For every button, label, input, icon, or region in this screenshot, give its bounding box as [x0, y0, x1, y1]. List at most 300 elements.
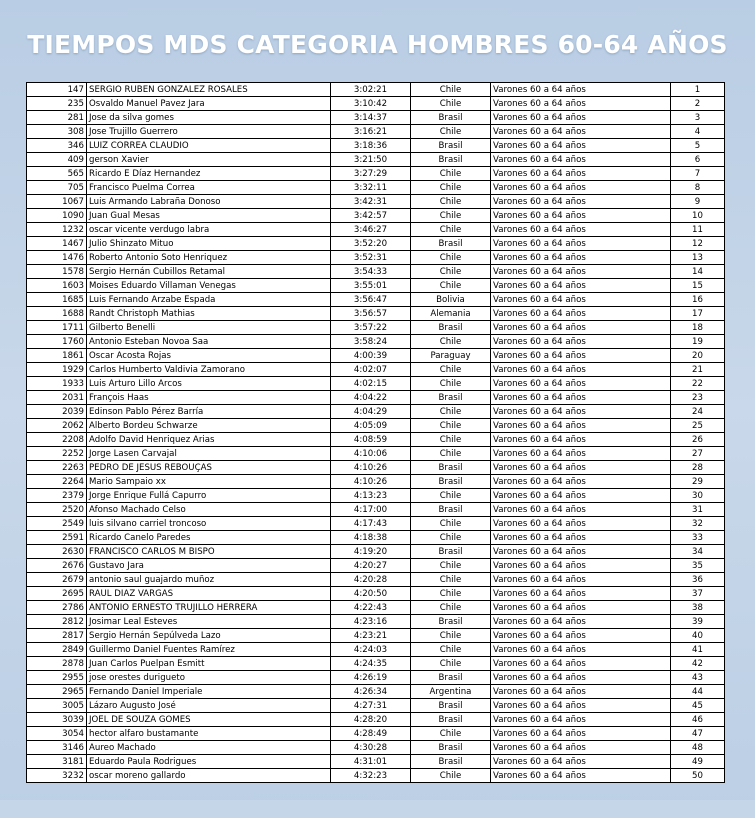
bib-cell: 2039 — [27, 405, 87, 419]
time-cell: 4:24:35 — [331, 657, 411, 671]
country-cell: Bolivia — [411, 293, 491, 307]
category-cell: Varones 60 a 64 años — [491, 363, 671, 377]
category-cell: Varones 60 a 64 años — [491, 741, 671, 755]
position-cell: 27 — [671, 447, 725, 461]
name-cell: Jorge Lasen Carvajal — [87, 447, 331, 461]
category-cell: Varones 60 a 64 años — [491, 545, 671, 559]
country-cell: Argentina — [411, 685, 491, 699]
position-cell: 26 — [671, 433, 725, 447]
name-cell: Guillermo Daniel Fuentes Ramírez — [87, 643, 331, 657]
position-cell: 15 — [671, 279, 725, 293]
country-cell: Brasil — [411, 503, 491, 517]
position-cell: 7 — [671, 167, 725, 181]
category-cell: Varones 60 a 64 años — [491, 125, 671, 139]
category-cell: Varones 60 a 64 años — [491, 209, 671, 223]
name-cell: Luis Armando Labraña Donoso — [87, 195, 331, 209]
name-cell: oscar vicente verdugo labra — [87, 223, 331, 237]
category-cell: Varones 60 a 64 años — [491, 181, 671, 195]
table-row — [27, 237, 725, 251]
table-row — [27, 321, 725, 335]
position-cell: 4 — [671, 125, 725, 139]
time-cell: 3:10:42 — [331, 97, 411, 111]
position-cell: 19 — [671, 335, 725, 349]
bib-cell: 3146 — [27, 741, 87, 755]
country-cell: Brasil — [411, 237, 491, 251]
category-cell: Varones 60 a 64 años — [491, 685, 671, 699]
bib-cell: 2786 — [27, 601, 87, 615]
name-cell: Eduardo Paula Rodrigues — [87, 755, 331, 769]
country-cell: Chile — [411, 195, 491, 209]
category-cell: Varones 60 a 64 años — [491, 573, 671, 587]
country-cell: Brasil — [411, 111, 491, 125]
position-cell: 3 — [671, 111, 725, 125]
category-cell: Varones 60 a 64 años — [491, 643, 671, 657]
name-cell: oscar moreno gallardo — [87, 769, 331, 783]
bib-cell: 1861 — [27, 349, 87, 363]
page-title: TIEMPOS MDS CATEGORIA HOMBRES 60-64 AÑOS — [27, 30, 728, 59]
category-cell: Varones 60 a 64 años — [491, 223, 671, 237]
name-cell: Fernando Daniel Imperiale — [87, 685, 331, 699]
country-cell: Chile — [411, 727, 491, 741]
category-cell: Varones 60 a 64 años — [491, 321, 671, 335]
position-cell: 24 — [671, 405, 725, 419]
position-cell: 47 — [671, 727, 725, 741]
category-cell: Varones 60 a 64 años — [491, 307, 671, 321]
bib-cell: 2031 — [27, 391, 87, 405]
results-table — [26, 82, 725, 783]
category-cell: Varones 60 a 64 años — [491, 377, 671, 391]
bib-cell: 1476 — [27, 251, 87, 265]
country-cell: Chile — [411, 335, 491, 349]
position-cell: 36 — [671, 573, 725, 587]
position-cell: 21 — [671, 363, 725, 377]
country-cell: Brasil — [411, 321, 491, 335]
category-cell: Varones 60 a 64 años — [491, 713, 671, 727]
bib-cell: 1933 — [27, 377, 87, 391]
category-cell: Varones 60 a 64 años — [491, 489, 671, 503]
name-cell: Adolfo David Henriquez Arias — [87, 433, 331, 447]
position-cell: 40 — [671, 629, 725, 643]
category-cell: Varones 60 a 64 años — [491, 405, 671, 419]
category-cell: Varones 60 a 64 años — [491, 83, 671, 97]
bib-cell: 2812 — [27, 615, 87, 629]
time-cell: 3:52:20 — [331, 237, 411, 251]
position-cell: 48 — [671, 741, 725, 755]
country-cell: Chile — [411, 629, 491, 643]
country-cell: Brasil — [411, 713, 491, 727]
country-cell: Chile — [411, 419, 491, 433]
country-cell: Brasil — [411, 671, 491, 685]
category-cell: Varones 60 a 64 años — [491, 727, 671, 741]
time-cell: 3:21:50 — [331, 153, 411, 167]
table-row — [27, 139, 725, 153]
table-row — [27, 181, 725, 195]
bib-cell: 1711 — [27, 321, 87, 335]
name-cell: Ricardo Canelo Paredes — [87, 531, 331, 545]
time-cell: 3:52:31 — [331, 251, 411, 265]
country-cell: Brasil — [411, 461, 491, 475]
category-cell: Varones 60 a 64 años — [491, 139, 671, 153]
country-cell: Chile — [411, 643, 491, 657]
country-cell: Chile — [411, 769, 491, 783]
bib-cell: 2252 — [27, 447, 87, 461]
time-cell: 3:02:21 — [331, 83, 411, 97]
bottom-strip — [0, 800, 755, 818]
time-cell: 4:17:00 — [331, 503, 411, 517]
country-cell: Brasil — [411, 545, 491, 559]
position-cell: 41 — [671, 643, 725, 657]
bib-cell: 2520 — [27, 503, 87, 517]
position-cell: 37 — [671, 587, 725, 601]
time-cell: 4:10:26 — [331, 475, 411, 489]
table-row — [27, 391, 725, 405]
position-cell: 17 — [671, 307, 725, 321]
name-cell: François Haas — [87, 391, 331, 405]
bib-cell: 1067 — [27, 195, 87, 209]
name-cell: Oscar Acosta Rojas — [87, 349, 331, 363]
time-cell: 4:32:23 — [331, 769, 411, 783]
table-row — [27, 559, 725, 573]
name-cell: antonio saul guajardo muñoz — [87, 573, 331, 587]
table-row — [27, 167, 725, 181]
table-row — [27, 97, 725, 111]
name-cell: Sergio Hernán Sepúlveda Lazo — [87, 629, 331, 643]
name-cell: Carlos Humberto Valdivia Zamorano — [87, 363, 331, 377]
position-cell: 29 — [671, 475, 725, 489]
country-cell: Chile — [411, 167, 491, 181]
name-cell: Edinson Pablo Pérez Barría — [87, 405, 331, 419]
bib-cell: 1603 — [27, 279, 87, 293]
time-cell: 4:26:34 — [331, 685, 411, 699]
name-cell: hector alfaro bustamante — [87, 727, 331, 741]
name-cell: Julio Shinzato Mituo — [87, 237, 331, 251]
category-cell: Varones 60 a 64 años — [491, 433, 671, 447]
country-cell: Chile — [411, 97, 491, 111]
time-cell: 3:46:27 — [331, 223, 411, 237]
position-cell: 32 — [671, 517, 725, 531]
name-cell: Mario Sampaio xx — [87, 475, 331, 489]
time-cell: 4:02:07 — [331, 363, 411, 377]
time-cell: 4:28:49 — [331, 727, 411, 741]
table-row — [27, 111, 725, 125]
time-cell: 3:32:11 — [331, 181, 411, 195]
name-cell: Gilberto Benelli — [87, 321, 331, 335]
bib-cell: 1760 — [27, 335, 87, 349]
category-cell: Varones 60 a 64 años — [491, 769, 671, 783]
table-row — [27, 727, 725, 741]
name-cell: Juan Gual Mesas — [87, 209, 331, 223]
time-cell: 3:56:47 — [331, 293, 411, 307]
category-cell: Varones 60 a 64 años — [491, 447, 671, 461]
table-row — [27, 377, 725, 391]
table-row — [27, 615, 725, 629]
category-cell: Varones 60 a 64 años — [491, 251, 671, 265]
table-row — [27, 741, 725, 755]
table-row — [27, 601, 725, 615]
name-cell: Jose da silva gomes — [87, 111, 331, 125]
name-cell: Afonso Machado Celso — [87, 503, 331, 517]
position-cell: 44 — [671, 685, 725, 699]
time-cell: 4:00:39 — [331, 349, 411, 363]
country-cell: Chile — [411, 209, 491, 223]
country-cell: Brasil — [411, 615, 491, 629]
position-cell: 30 — [671, 489, 725, 503]
bib-cell: 2849 — [27, 643, 87, 657]
name-cell: ANTONIO ERNESTO TRUJILLO HERRERA — [87, 601, 331, 615]
table-row — [27, 643, 725, 657]
results-table-body — [27, 83, 725, 783]
name-cell: FRANCISCO CARLOS M BISPO — [87, 545, 331, 559]
name-cell: Roberto Antonio Soto Henriquez — [87, 251, 331, 265]
category-cell: Varones 60 a 64 años — [491, 153, 671, 167]
bib-cell: 2965 — [27, 685, 87, 699]
country-cell: Chile — [411, 489, 491, 503]
country-cell: Brasil — [411, 391, 491, 405]
bib-cell: 1467 — [27, 237, 87, 251]
time-cell: 4:27:31 — [331, 699, 411, 713]
category-cell: Varones 60 a 64 años — [491, 475, 671, 489]
table-row — [27, 671, 725, 685]
time-cell: 3:55:01 — [331, 279, 411, 293]
time-cell: 4:10:06 — [331, 447, 411, 461]
bib-cell: 2817 — [27, 629, 87, 643]
category-cell: Varones 60 a 64 años — [491, 601, 671, 615]
table-row — [27, 349, 725, 363]
time-cell: 4:13:23 — [331, 489, 411, 503]
bib-cell: 2695 — [27, 587, 87, 601]
bib-cell: 3039 — [27, 713, 87, 727]
name-cell: Antonio Esteban Novoa Saa — [87, 335, 331, 349]
name-cell: LUIZ CORREA CLAUDIO — [87, 139, 331, 153]
table-row — [27, 223, 725, 237]
bib-cell: 281 — [27, 111, 87, 125]
category-cell: Varones 60 a 64 años — [491, 335, 671, 349]
time-cell: 3:56:57 — [331, 307, 411, 321]
position-cell: 18 — [671, 321, 725, 335]
category-cell: Varones 60 a 64 años — [491, 279, 671, 293]
time-cell: 3:42:57 — [331, 209, 411, 223]
time-cell: 4:28:20 — [331, 713, 411, 727]
table-row — [27, 545, 725, 559]
time-cell: 4:31:01 — [331, 755, 411, 769]
table-row — [27, 447, 725, 461]
bib-cell: 2062 — [27, 419, 87, 433]
table-row — [27, 307, 725, 321]
bib-cell: 2676 — [27, 559, 87, 573]
name-cell: RAUL DIAZ VARGAS — [87, 587, 331, 601]
time-cell: 4:19:20 — [331, 545, 411, 559]
position-cell: 6 — [671, 153, 725, 167]
category-cell: Varones 60 a 64 años — [491, 237, 671, 251]
position-cell: 28 — [671, 461, 725, 475]
results-sheet — [26, 82, 724, 782]
position-cell: 25 — [671, 419, 725, 433]
table-row — [27, 503, 725, 517]
bib-cell: 3181 — [27, 755, 87, 769]
country-cell: Chile — [411, 251, 491, 265]
table-row — [27, 209, 725, 223]
position-cell: 34 — [671, 545, 725, 559]
bib-cell: 1232 — [27, 223, 87, 237]
time-cell: 4:18:38 — [331, 531, 411, 545]
category-cell: Varones 60 a 64 años — [491, 559, 671, 573]
name-cell: Randt Christoph Mathias — [87, 307, 331, 321]
time-cell: 4:10:26 — [331, 461, 411, 475]
table-row — [27, 489, 725, 503]
bib-cell: 3232 — [27, 769, 87, 783]
time-cell: 3:18:36 — [331, 139, 411, 153]
time-cell: 3:57:22 — [331, 321, 411, 335]
time-cell: 4:20:28 — [331, 573, 411, 587]
name-cell: gerson Xavier — [87, 153, 331, 167]
category-cell: Varones 60 a 64 años — [491, 461, 671, 475]
name-cell: Moises Eduardo Villaman Venegas — [87, 279, 331, 293]
bib-cell: 2630 — [27, 545, 87, 559]
country-cell: Chile — [411, 657, 491, 671]
bib-cell: 308 — [27, 125, 87, 139]
country-cell: Chile — [411, 601, 491, 615]
bib-cell: 2878 — [27, 657, 87, 671]
time-cell: 4:20:50 — [331, 587, 411, 601]
name-cell: PEDRO DE JESUS REBOUÇAS — [87, 461, 331, 475]
time-cell: 3:27:29 — [331, 167, 411, 181]
country-cell: Chile — [411, 181, 491, 195]
time-cell: 3:54:33 — [331, 265, 411, 279]
name-cell: Ricardo E Díaz Hernandez — [87, 167, 331, 181]
name-cell: Gustavo Jara — [87, 559, 331, 573]
country-cell: Brasil — [411, 139, 491, 153]
position-cell: 8 — [671, 181, 725, 195]
time-cell: 4:26:19 — [331, 671, 411, 685]
name-cell: Juan Carlos Puelpan Esmitt — [87, 657, 331, 671]
position-cell: 43 — [671, 671, 725, 685]
position-cell: 50 — [671, 769, 725, 783]
name-cell: Aureo Machado — [87, 741, 331, 755]
bib-cell: 1090 — [27, 209, 87, 223]
time-cell: 4:04:22 — [331, 391, 411, 405]
category-cell: Varones 60 a 64 años — [491, 699, 671, 713]
bib-cell: 346 — [27, 139, 87, 153]
country-cell: Chile — [411, 377, 491, 391]
bib-cell: 2379 — [27, 489, 87, 503]
country-cell: Chile — [411, 559, 491, 573]
country-cell: Chile — [411, 433, 491, 447]
bib-cell: 3005 — [27, 699, 87, 713]
category-cell: Varones 60 a 64 años — [491, 265, 671, 279]
country-cell: Alemania — [411, 307, 491, 321]
table-row — [27, 699, 725, 713]
name-cell: Luis Arturo Lillo Arcos — [87, 377, 331, 391]
time-cell: 4:24:03 — [331, 643, 411, 657]
position-cell: 23 — [671, 391, 725, 405]
bib-cell: 1688 — [27, 307, 87, 321]
category-cell: Varones 60 a 64 años — [491, 195, 671, 209]
country-cell: Brasil — [411, 153, 491, 167]
position-cell: 22 — [671, 377, 725, 391]
table-row — [27, 335, 725, 349]
country-cell: Chile — [411, 83, 491, 97]
table-row — [27, 125, 725, 139]
bib-cell: 147 — [27, 83, 87, 97]
table-row — [27, 251, 725, 265]
bib-cell: 2549 — [27, 517, 87, 531]
table-row — [27, 279, 725, 293]
name-cell: Jose Trujillo Guerrero — [87, 125, 331, 139]
table-row — [27, 657, 725, 671]
category-cell: Varones 60 a 64 años — [491, 503, 671, 517]
country-cell: Chile — [411, 363, 491, 377]
position-cell: 5 — [671, 139, 725, 153]
name-cell: Luis Fernando Arzabe Espada — [87, 293, 331, 307]
country-cell: Brasil — [411, 755, 491, 769]
name-cell: Josimar Leal Esteves — [87, 615, 331, 629]
time-cell: 4:17:43 — [331, 517, 411, 531]
bib-cell: 235 — [27, 97, 87, 111]
table-row — [27, 755, 725, 769]
category-cell: Varones 60 a 64 años — [491, 531, 671, 545]
name-cell: Osvaldo Manuel Pavez Jara — [87, 97, 331, 111]
category-cell: Varones 60 a 64 años — [491, 587, 671, 601]
position-cell: 42 — [671, 657, 725, 671]
bib-cell: 565 — [27, 167, 87, 181]
bib-cell: 1685 — [27, 293, 87, 307]
category-cell: Varones 60 a 64 años — [491, 293, 671, 307]
position-cell: 46 — [671, 713, 725, 727]
name-cell: Jorge Enrique Fullá Capurro — [87, 489, 331, 503]
bib-cell: 2679 — [27, 573, 87, 587]
position-cell: 12 — [671, 237, 725, 251]
bib-cell: 2208 — [27, 433, 87, 447]
position-cell: 31 — [671, 503, 725, 517]
position-cell: 2 — [671, 97, 725, 111]
table-row — [27, 461, 725, 475]
country-cell: Chile — [411, 265, 491, 279]
time-cell: 4:22:43 — [331, 601, 411, 615]
table-row — [27, 517, 725, 531]
bib-cell: 2591 — [27, 531, 87, 545]
time-cell: 3:16:21 — [331, 125, 411, 139]
name-cell: jose orestes durigueto — [87, 671, 331, 685]
table-row — [27, 363, 725, 377]
name-cell: Francisco Puelma Correa — [87, 181, 331, 195]
country-cell: Chile — [411, 405, 491, 419]
category-cell: Varones 60 a 64 años — [491, 657, 671, 671]
table-row — [27, 265, 725, 279]
country-cell: Chile — [411, 517, 491, 531]
country-cell: Chile — [411, 531, 491, 545]
time-cell: 4:23:16 — [331, 615, 411, 629]
table-row — [27, 531, 725, 545]
bib-cell: 705 — [27, 181, 87, 195]
name-cell: Alberto Bordeu Schwarze — [87, 419, 331, 433]
table-row — [27, 419, 725, 433]
time-cell: 4:05:09 — [331, 419, 411, 433]
table-row — [27, 195, 725, 209]
position-cell: 1 — [671, 83, 725, 97]
position-cell: 13 — [671, 251, 725, 265]
position-cell: 35 — [671, 559, 725, 573]
table-row — [27, 433, 725, 447]
country-cell: Chile — [411, 125, 491, 139]
country-cell: Chile — [411, 447, 491, 461]
category-cell: Varones 60 a 64 años — [491, 755, 671, 769]
category-cell: Varones 60 a 64 años — [491, 97, 671, 111]
time-cell: 3:14:37 — [331, 111, 411, 125]
table-row — [27, 629, 725, 643]
time-cell: 4:23:21 — [331, 629, 411, 643]
bib-cell: 409 — [27, 153, 87, 167]
category-cell: Varones 60 a 64 años — [491, 671, 671, 685]
